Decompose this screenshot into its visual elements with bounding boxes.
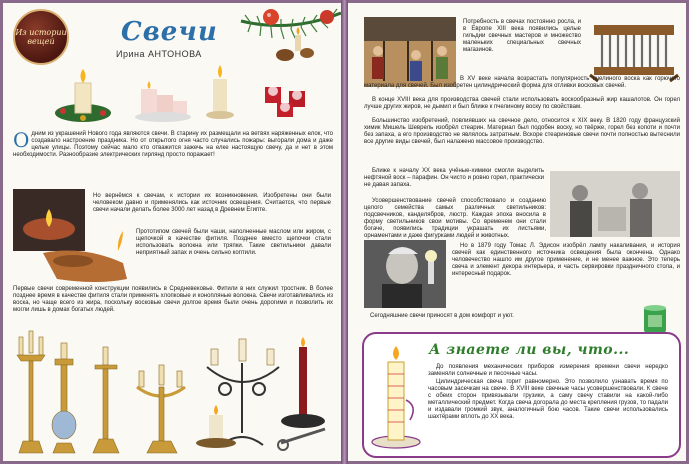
intro-dropcap: О (13, 128, 30, 152)
guilds-paragraph: Потребность в свечах постоянно росла, и в Европе XIII века появились целые гильдии свечных мастеров и множество маленьких специальных свечных магазинов. (463, 19, 581, 54)
candle-mold-image (588, 11, 680, 81)
green-candle-icon (642, 303, 670, 335)
did-you-know-intro: До появления механических приборов измерения времени свечи нередко заменяли солнечные и песочные часы. (428, 364, 668, 378)
paraffin-paragraph: Ближе к началу XX века учёные-химики смогли выделить нефтяной воск – парафин. Он чисто и ровно горел, практически не давая запаха. (364, 168, 544, 189)
right-page (348, 3, 686, 461)
intro-paragraph: Одним из украшений Нового года являются свечи. В старину их размещали на ветвях наряженных елок, что создавало настроение праздника. Но от открытого огня часто случались пожары: выгорали дома и даже целые улицы. Поэтому сейчас мало кто отважится зажечь на елке настоящую свечу, да и нет в этом необходимости. Разнообразие электрических гирлянд просто поражает! (13, 128, 333, 159)
candlesticks-image (11, 325, 336, 459)
did-you-know-box (362, 332, 681, 458)
medieval-paragraph: Первые свечи современной конструкции появились в Средневековье. Фитили в них служил тростник. В более позднее время в качестве фитиля стали применять хлопковые и конопляные волокна. Свечи изготавливались из воска, но чаще всего из жира, поскольку восковые свечи долгое время были очень дорогими и позволить их могли лишь в домах богатых людей. (13, 286, 333, 314)
history-paragraph: Но вернёмся к свечам, к истории их возникновения. Изобретены они были человеком давно и применялись как источник освещения. Считается, что первые свечи начали делать более 3000 лет назад в Древнем Египте. (93, 193, 331, 214)
candle-clock-icon (370, 340, 426, 450)
prototype-paragraph: Прототипом свечей были чаши, наполненные маслом или жиром, с щепочкой в качестве фитиля. Позднее вместо щепочки стали использовать волокна или тряпки. Такие светильники давали неприятный запах и очень сильно коптили. (136, 229, 331, 257)
edison-photo (364, 240, 446, 308)
candle-making-photo (550, 171, 680, 237)
book-spine (341, 0, 348, 464)
author-name: Ирина АНТОНОВА (116, 49, 202, 59)
left-page (3, 3, 341, 461)
edison-paragraph: Но в 1879 году Томас Л. Эдисон изобрёл лампу накаливания, и история свечей как единственного источника освещения была окончена. Однако человечество нашло им другое применение, и не менее важное. Это теперь свеча и элемент декора интерьера, и часть сервировки праздничного стола, и интересный подарок. (452, 243, 680, 278)
stearin-paragraph: Большинство изобретений, повлиявших на свечное дело, относится к XIX веку. В 1820 году французский химик Мишель Шеврель изобрёл стеарин. Материал был подобен воску, но твёрже, горел без копоти и почти без запаха, а его производство не являлось затратным. Вскоре стеариновые свечи почти полностью вытеснили все другие виды свечей, был налажено массовое производство. (364, 118, 680, 146)
decorative-candles-image (53, 61, 338, 126)
section-badge: Из истории вещей (13, 9, 69, 65)
chandeliers-paragraph: Усовершенствование свечей способствовало и созданию целого семейства самых различных светильников: подсвечников, канделябров, люстр. Каждая эпоха вносила в форму светильников свои мотивы. Со временем они стали богаче, появились традиции украшать их листьями, орнаментами и даже фигурками людей и животных. (364, 198, 546, 240)
page-title: Свечи (121, 17, 218, 47)
did-you-know-body: Цилиндрическая свеча горит равномерно. Это позволило узнавать время по часовым засечкам на свече. В XVIII веке свечные часы усовершенствовали. К свече с обеих сторон привязывали грузики, а саму свечу ставили на какой-либо металлический предмет. Когда свеча догорала до места крепления грузов, то падали и издавали громкий звук, аналогичный бою часов. Такие свечи использовались шахтёрами вплоть до XX века. (428, 379, 668, 421)
whale-wax-paragraph: В конце XVIII века для производства свечей стали использовать воскообразный жир кашалотов. Он горел лучше других жиров, не дымил и был ближе к пчелиному воску по свойствам. (364, 97, 680, 111)
comfort-paragraph: Сегодняшние свечи приносят в дом комфорт и уют. (370, 313, 514, 319)
beeswax-paragraph: В XV веке начала возрастать популярность пчелиного воска как горючего материала для свечей. Был изобретен цилиндрический форма для отливки восковых свечей. (364, 76, 680, 90)
did-you-know-title: А знаете ли вы, что... (429, 342, 630, 358)
